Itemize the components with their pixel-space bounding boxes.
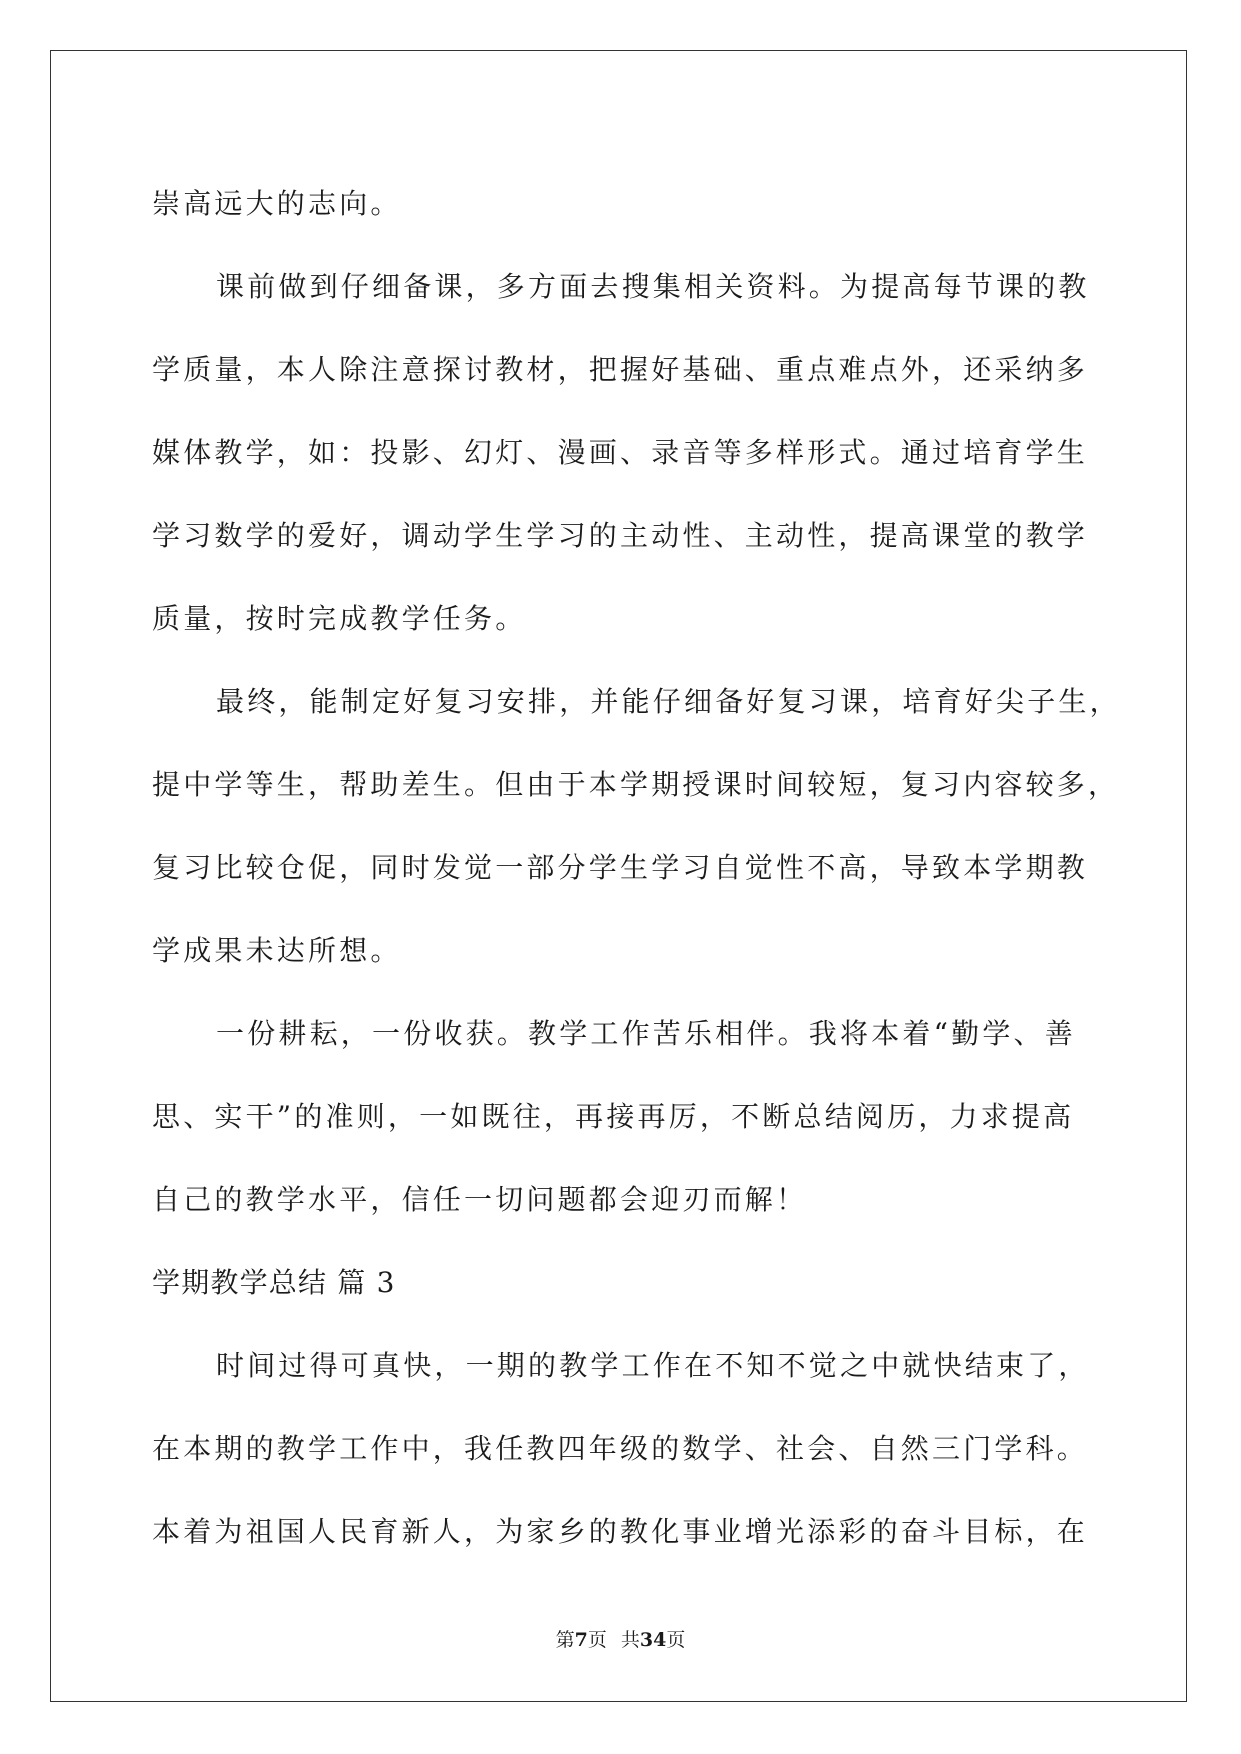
text-line: 思、实干”的准则，一如既往，再接再厉，不断总结阅历，力求提高: [152, 1100, 1075, 1133]
total-pages: 34: [639, 1629, 667, 1651]
text-line: 时间过得可真快，一期的教学工作在不知不觉之中就快结束了，: [216, 1349, 1090, 1382]
total-suffix: 页: [666, 1629, 686, 1651]
text-line: 在本期的教学工作中，我任教四年级的数学、社会、自然三门学科。: [152, 1432, 1089, 1465]
text-line: 一份耕耘，一份收获。教学工作苦乐相伴。我将本着“勤学、善: [216, 1017, 1076, 1050]
text-line: 媒体教学，如：投影、幻灯、漫画、录音等多样形式。通过培育学生: [152, 436, 1089, 469]
document-body: [152, 162, 1121, 1573]
section-heading: 学期教学总结 篇 3: [152, 1266, 396, 1299]
text-line: 学习数学的爱好，调动学生学习的主动性、主动性，提高课堂的教学: [152, 519, 1089, 552]
text-line: 质量，按时完成教学任务。: [152, 602, 527, 635]
page-footer: [0, 1625, 1241, 1652]
text-line: 自己的教学水平，信任一切问题都会迎刃而解！: [152, 1183, 808, 1216]
total-prefix: 共: [620, 1629, 640, 1651]
page-number: 7: [574, 1629, 588, 1651]
text-line: 崇高远大的志向。: [152, 187, 402, 220]
page-prefix: 第: [555, 1629, 575, 1651]
text-line: 提中学等生，帮助差生。但由于本学期授课时间较短，复习内容较多，: [152, 768, 1120, 801]
text-line: 课前做到仔细备课，多方面去搜集相关资料。为提高每节课的教: [216, 270, 1090, 303]
text-line: 本着为祖国人民育新人，为家乡的教化事业增光添彩的奋斗目标，在: [152, 1515, 1089, 1548]
text-line: 复习比较仓促，同时发觉一部分学生学习自觉性不高，导致本学期教: [152, 851, 1089, 884]
text-line: 学成果未达所想。: [152, 934, 402, 967]
text-line: 学质量，本人除注意探讨教材，把握好基础、重点难点外，还采纳多: [152, 353, 1089, 386]
text-line: 最终，能制定好复习安排，并能仔细备好复习课，培育好尖子生，: [216, 685, 1121, 718]
page-suffix: 页: [587, 1629, 607, 1651]
